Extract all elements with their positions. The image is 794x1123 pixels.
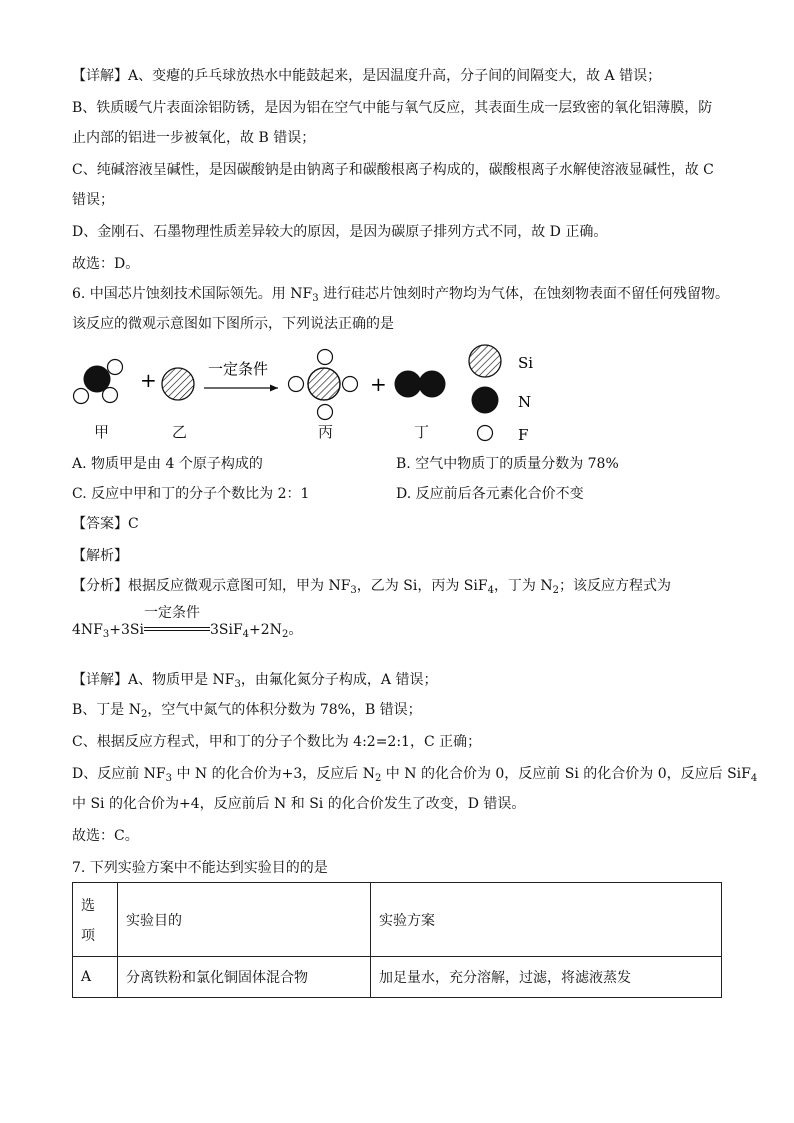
option-a: A. 物质甲是由 4 个原子构成的	[72, 456, 263, 472]
molecule-sif4	[289, 350, 358, 420]
table-header-cell: 实验目的	[118, 883, 371, 957]
question-6-stem: 6. 中国芯片蚀刻技术国际领先。用 $NF_3$ 进行硅芯片蚀刻时产物均为气体，在蚀刻物表面不留任何残留物。	[72, 286, 730, 304]
question-7-stem: 7. 下列实验方案中不能达到实验目的的是	[72, 860, 328, 876]
analysis-text: 【分析】根据反应微观示意图可知，甲为 $NF_3$，乙为 Si，丙为 SiF$_4$，丁为 $N_2$；该反应方程式为	[72, 578, 672, 596]
table-header-row	[73, 883, 722, 957]
arrow-head-icon	[270, 385, 278, 392]
option-b: B. 空气中物质丁的质量分数为 78%	[396, 456, 619, 472]
detail-d: D、金刚石、石墨物理性质差异较大的原因，是因为碳原子排列方式不同，故 D 正确。	[72, 224, 608, 240]
legend-n-label: N	[518, 393, 532, 411]
detail-6d: D、反应前 $NF_3$ 中 N 的化合价为+3，反应后 $N_2$ 中 N 的化合价为 0，反应前 Si 的化合价为 0，反应后 SiF$_4$	[72, 766, 758, 784]
answer: 【答案】C	[72, 516, 139, 532]
table-header-cell: 实验方案	[371, 883, 722, 957]
plus-sign: +	[370, 372, 387, 396]
experiment-table	[72, 882, 722, 998]
detail-6d-cont: 中 Si 的化合价为+4，反应前后 N 和 Si 的化合价发生了改变，D 错误。	[72, 796, 526, 812]
table-row	[73, 957, 722, 998]
question-6-stem-cont: 该反应的微观示意图如下图所示，下列说法正确的是	[72, 316, 394, 332]
detail-b-cont: 止内部的铝进一步被氧化，故 B 错误；	[72, 130, 316, 146]
text-line	[72, 222, 607, 242]
legend-n-icon	[472, 387, 499, 414]
choose-d: 故选：D。	[72, 256, 140, 272]
reaction-condition: 一定条件	[208, 360, 269, 378]
text-line	[72, 66, 661, 86]
detail-6b: B、丁是 $N_2$，空气中氮气的体积分数为 78%，B 错误；	[72, 702, 422, 720]
legend-si-label: Si	[518, 354, 534, 372]
plus-sign: +	[140, 368, 157, 392]
legend-f-icon	[478, 426, 493, 441]
table-header-cell: 选 项	[73, 883, 118, 957]
legend-si-icon	[469, 345, 501, 377]
label-bing: 丙	[318, 423, 334, 441]
table-cell: A	[73, 957, 118, 998]
choose-c: 故选：C。	[72, 828, 139, 844]
molecule-nf3	[74, 360, 123, 404]
text-line	[72, 160, 714, 180]
text-line	[72, 190, 114, 210]
option-c: C. 反应中甲和丁的分子个数比为 2：1	[72, 486, 310, 502]
legend	[469, 345, 533, 444]
text-line	[72, 128, 315, 148]
detail-6a: 【详解】A、物质甲是 $NF_3$，由氟化氮分子构成，A 错误；	[72, 672, 438, 690]
detail-b: B、铁质暖气片表面涂铝防锈，是因为铝在空气中能与氧气反应，其表面生成一层致密的氧化铝薄膜，防	[72, 100, 713, 116]
label-ding: 丁	[414, 423, 430, 441]
analysis-title: 【解析】	[72, 548, 128, 564]
molecule-n2	[395, 371, 446, 398]
label-jia: 甲	[94, 423, 110, 441]
detail-6c: C、根据反应方程式，甲和丁的分子个数比为 4:2=2:1，C 正确；	[72, 734, 482, 750]
reaction-equation: $4NF_3+3Si$ 一定条件 $3SiF_4+2N_2$。	[72, 605, 303, 640]
table-cell: 加足量水，充分溶解，过滤，将滤液蒸发	[371, 957, 722, 998]
atom-si	[162, 368, 194, 400]
detail-c-cont: 错误；	[72, 192, 114, 208]
option-d: D. 反应前后各元素化合价不变	[396, 486, 584, 502]
equation-condition: 一定条件	[144, 620, 210, 640]
text-line	[72, 254, 139, 274]
table-cell: 分离铁粉和氯化铜固体混合物	[118, 957, 371, 998]
detail-a: 【详解】A、变瘪的乒乓球放热水中能鼓起来，是因温度升高，分子间的间隔变大，故 A 错误；	[72, 68, 662, 84]
legend-f-label: F	[518, 426, 529, 444]
label-yi: 乙	[172, 423, 188, 441]
detail-c: C、纯碱溶液呈碱性，是因碳酸钠是由钠离子和碳酸根离子构成的，碳酸根离子水解使溶液显碱性，故 C	[72, 162, 714, 178]
text-line	[72, 98, 712, 118]
